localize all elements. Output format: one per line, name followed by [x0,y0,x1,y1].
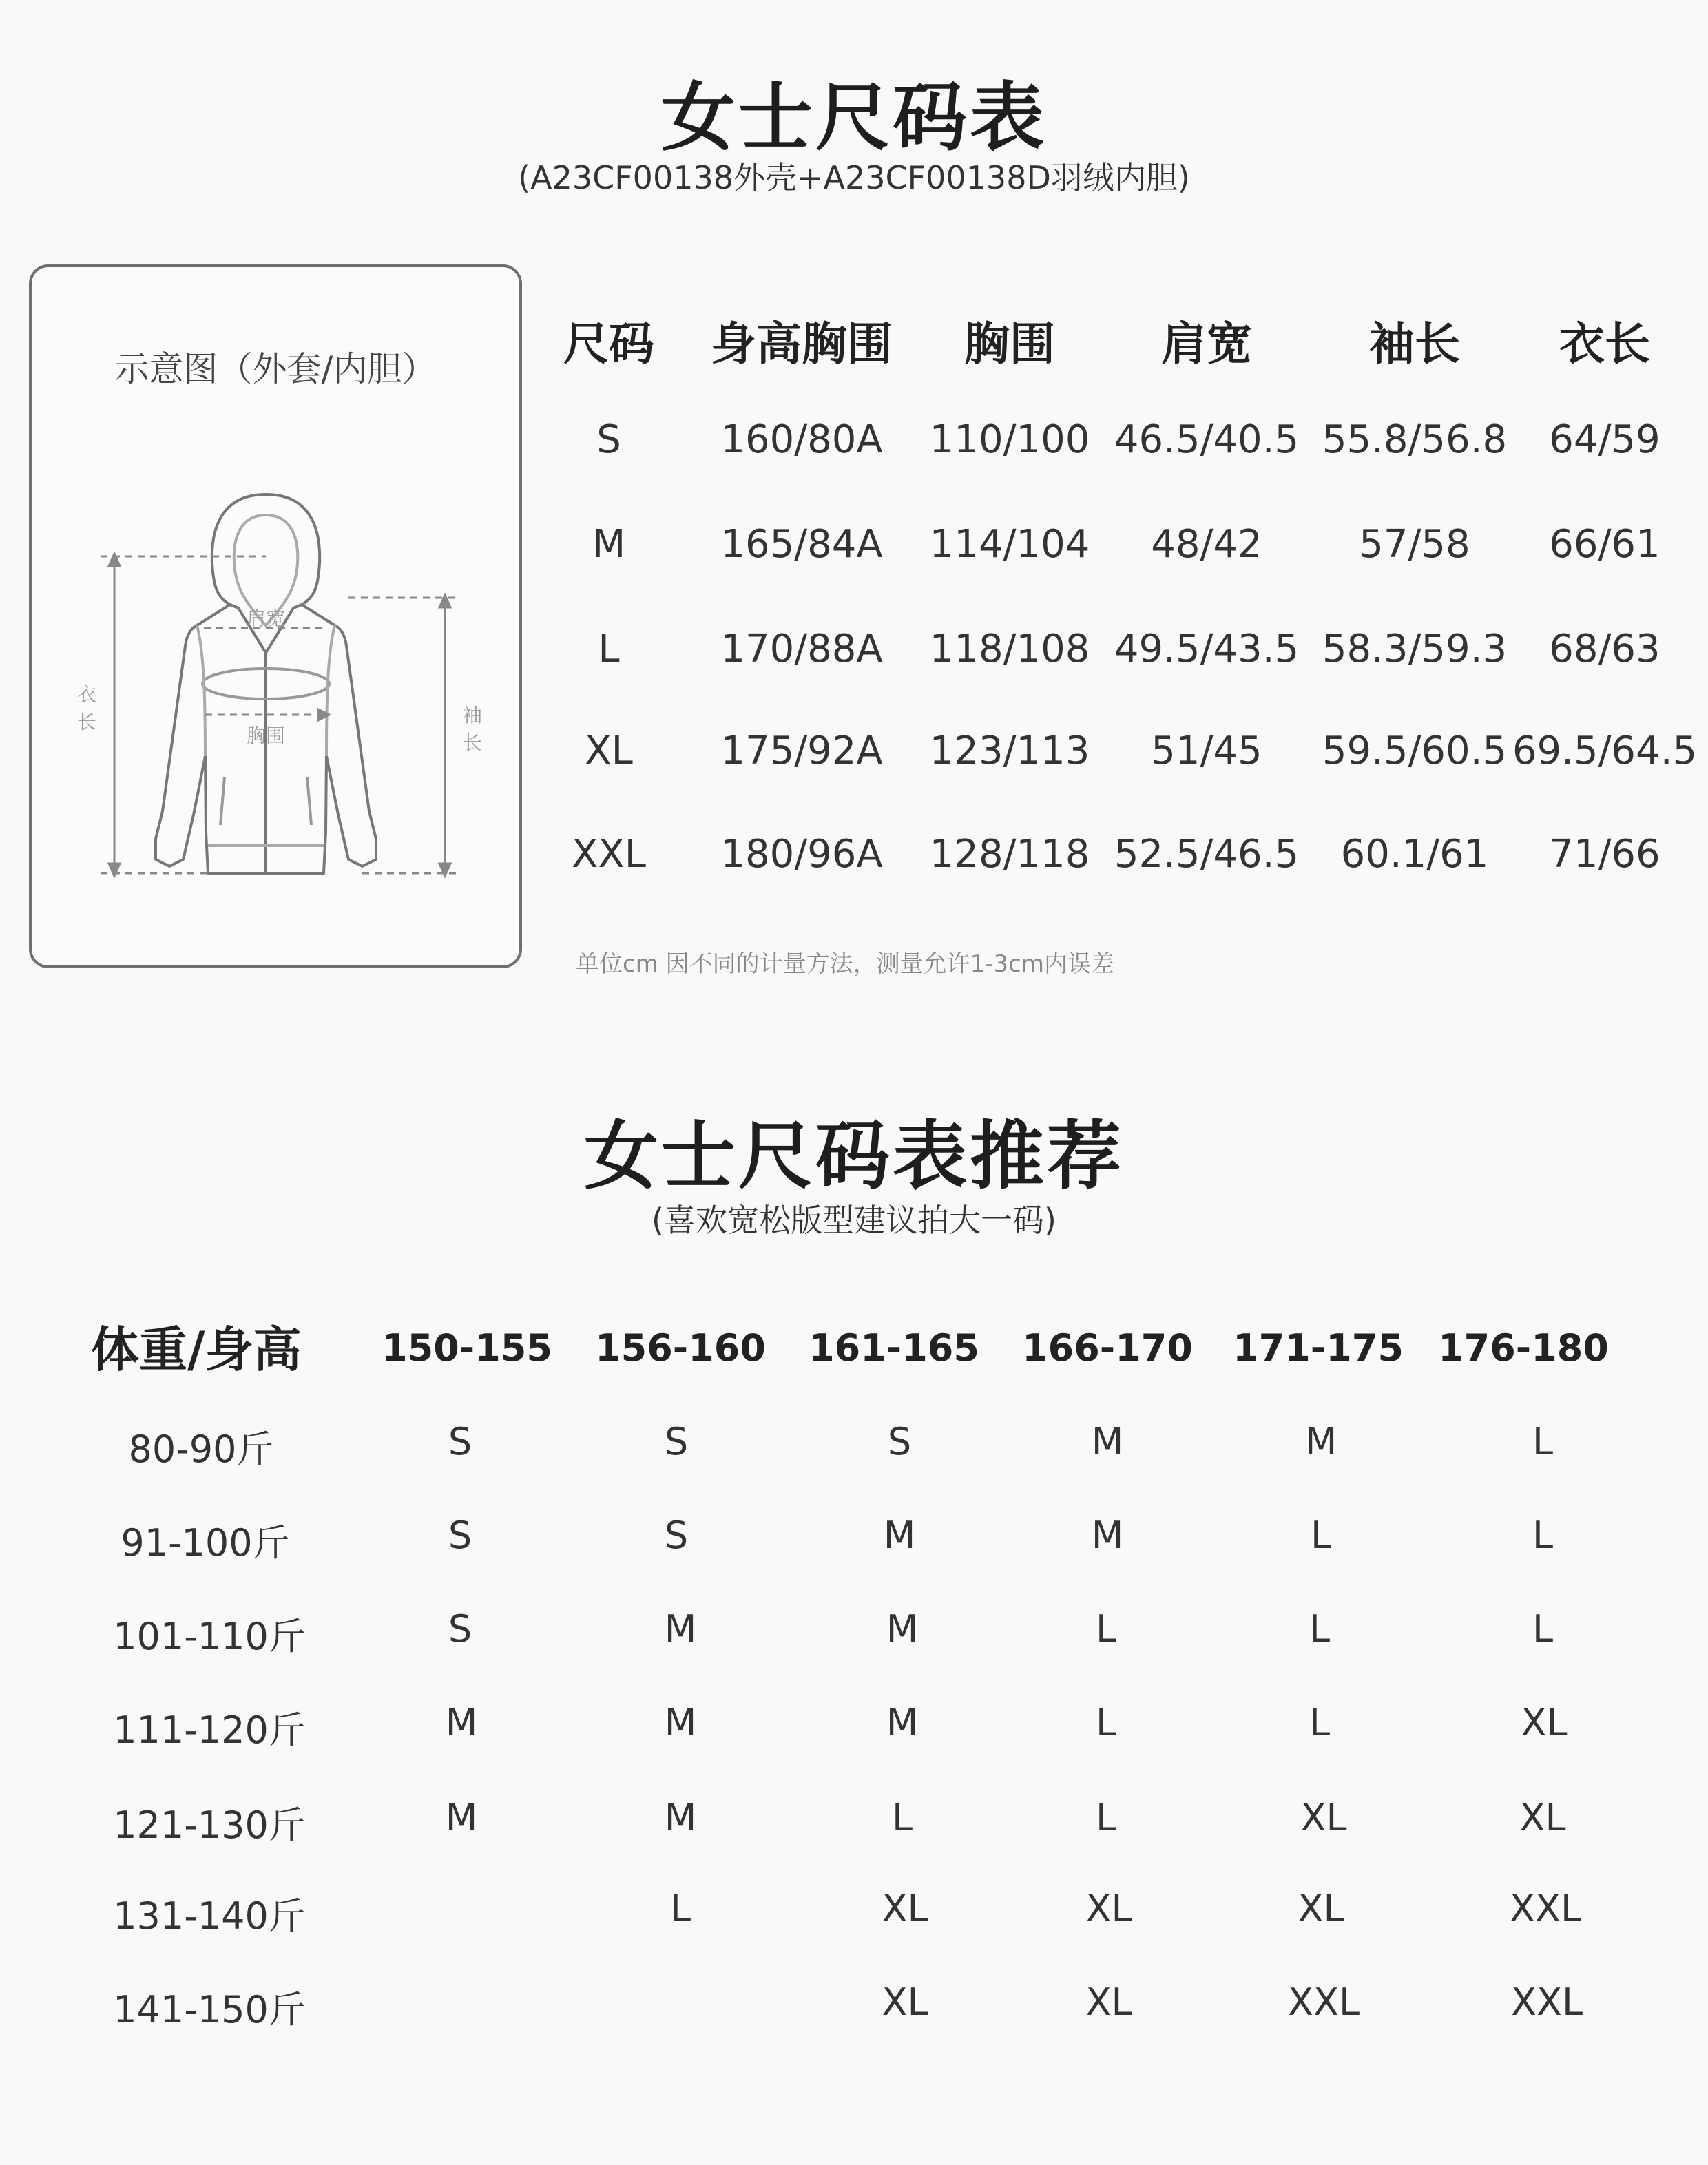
table-cell: 51/45 [1151,729,1262,773]
recommend-cell: L [1532,1420,1554,1463]
table-cell: 114/104 [929,522,1090,567]
table-cell: 128/118 [929,832,1090,877]
recommend-cell: M [883,1514,916,1557]
recommend-cell: M [664,1701,697,1744]
recommend-cell: S [887,1420,912,1463]
recommend-cell: XL [1519,1796,1566,1839]
recommend-cell: XXL [1509,1887,1582,1930]
recommend-cell: L [1095,1796,1117,1839]
label-length-1: 衣 [76,683,97,706]
header-height-chest: 身高胸围 [711,317,893,370]
recommend-cell: XXL [1510,1980,1583,2024]
weight-label: 91-100斤 [121,1521,290,1565]
recommend-cell: XL [1521,1701,1568,1744]
table-cell: 118/108 [929,627,1090,671]
table-cell: 59.5/60.5 [1322,729,1508,773]
table-cell: 52.5/46.5 [1114,832,1300,877]
table-cell: S [596,417,621,462]
header-sleeve: 袖长 [1369,317,1460,370]
weight-label: 131-140斤 [113,1894,306,1938]
table-cell: 175/92A [720,729,883,773]
table-cell: 66/61 [1549,522,1660,567]
recommend-cell: XL [1300,1796,1347,1839]
table-cell: 68/63 [1549,627,1660,671]
height-header: 176-180 [1438,1326,1609,1370]
label-length-2: 长 [76,711,97,733]
table-cell: 49.5/43.5 [1114,627,1300,671]
size-chart-title: 女士尺码表 [660,75,1047,161]
recommend-cell: M [445,1796,478,1839]
recommend-cell: S [664,1420,689,1463]
recommend-cell: L [669,1887,691,1930]
recommend-cell: S [448,1514,472,1557]
recommend-cell: XL [1085,1887,1132,1930]
table-cell: 60.1/61 [1340,832,1489,877]
table-cell: 57/58 [1359,522,1470,567]
measurement-note: 单位cm 因不同的计量方法，测量允许1-3cm内误差 [576,950,1114,978]
recommend-cell: XXL [1287,1980,1360,2024]
table-cell: L [598,627,620,671]
header-shoulder: 肩宽 [1161,317,1252,370]
label-sleeve-2: 长 [462,731,483,754]
recommend-cell: XL [1298,1887,1344,1930]
table-cell: 71/66 [1549,832,1660,877]
recommend-cell: L [1532,1607,1554,1651]
recommend-cell: L [1532,1514,1554,1557]
recommend-cell: S [664,1514,689,1557]
recommendation-subtitle: (喜欢宽松版型建议拍大一码) [652,1202,1056,1239]
height-header: 171-175 [1233,1326,1404,1370]
table-cell: 165/84A [720,522,883,567]
recommend-cell: XL [882,1980,928,2024]
table-cell: 110/100 [929,417,1090,462]
label-sleeve-1: 袖 [462,704,483,726]
label-shoulder: 肩宽 [246,607,286,630]
header-chest: 胸围 [964,317,1055,370]
weight-height-header: 体重/身高 [91,1321,302,1378]
table-cell: 123/113 [929,729,1090,773]
recommend-cell: L [1095,1701,1117,1744]
recommend-cell: XL [1085,1980,1132,2024]
recommend-cell: M [886,1701,919,1744]
recommend-cell: M [886,1607,919,1651]
recommend-cell: S [448,1420,472,1463]
recommend-cell: M [445,1701,478,1744]
table-cell: 160/80A [720,417,883,462]
table-cell: 58.3/59.3 [1322,627,1508,671]
recommend-cell: M [664,1607,697,1651]
recommend-cell: XL [882,1887,928,1930]
table-cell: 170/88A [720,627,883,671]
diagram-caption: 示意图（外套/内胆） [114,349,437,389]
height-header: 150-155 [382,1326,552,1370]
recommend-cell: L [891,1796,913,1839]
weight-label: 101-110斤 [113,1615,306,1658]
table-cell: XXL [572,832,646,877]
table-cell: 55.8/56.8 [1322,417,1508,462]
header-size: 尺码 [563,317,654,370]
header-length: 衣长 [1559,317,1650,370]
label-chest: 胸围 [246,724,286,747]
recommend-cell: M [1091,1514,1124,1557]
recommend-cell: L [1310,1514,1332,1557]
recommendation-title: 女士尺码表推荐 [583,1113,1124,1200]
table-cell: XL [585,729,633,773]
height-header: 166-170 [1022,1326,1193,1370]
table-cell: 64/59 [1549,417,1660,462]
weight-label: 80-90斤 [128,1427,274,1471]
table-cell: 69.5/64.5 [1512,729,1698,773]
recommend-cell: M [1091,1420,1124,1463]
height-header: 156-160 [595,1326,766,1370]
recommend-cell: L [1095,1607,1117,1651]
height-header: 161-165 [809,1326,979,1370]
table-cell: 46.5/40.5 [1114,417,1300,462]
table-cell: 180/96A [720,832,883,877]
recommend-cell: L [1309,1607,1331,1651]
table-cell: M [592,522,626,567]
recommend-cell: L [1309,1701,1331,1744]
size-chart-subtitle: (A23CF00138外壳+A23CF00138D羽绒内胆) [518,159,1190,196]
recommend-cell: M [664,1796,697,1839]
recommend-cell: S [448,1607,472,1651]
weight-label: 141-150斤 [113,1988,306,2031]
recommend-cell: M [1304,1420,1337,1463]
table-cell: 48/42 [1151,522,1262,567]
weight-label: 121-130斤 [113,1803,306,1847]
weight-label: 111-120斤 [113,1708,306,1752]
